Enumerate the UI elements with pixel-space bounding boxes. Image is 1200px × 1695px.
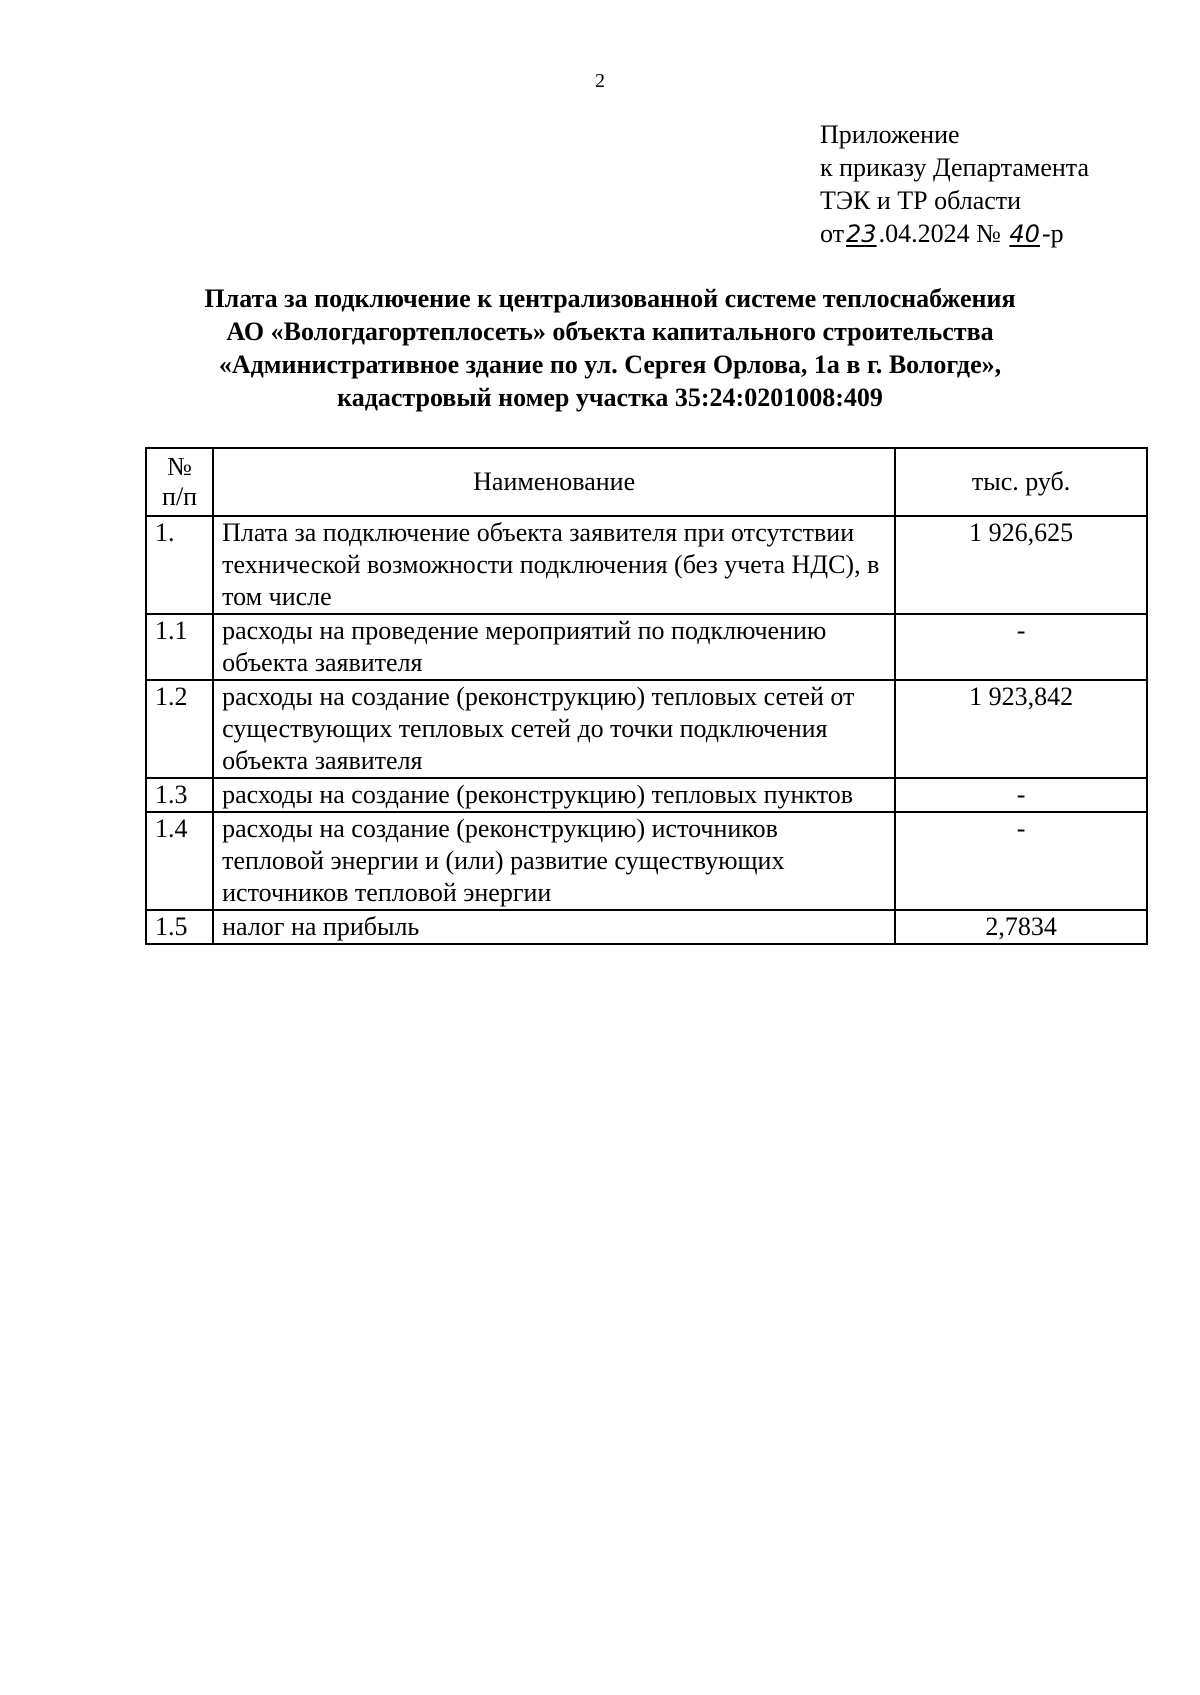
appendix-block — [820, 118, 1089, 251]
table-row — [146, 910, 1147, 944]
date-prefix: от — [820, 219, 845, 248]
row-name: расходы на создание (реконструкцию) источников тепловой энергии и (или) развитие существующих источников тепловой энергии — [213, 812, 895, 910]
page-number: 2 — [595, 70, 605, 92]
title-line-4: кадастровый номер участка 35:24:0201008:409 — [337, 383, 883, 412]
row-name: расходы на проведение мероприятий по подключению объекта заявителя — [213, 614, 895, 680]
document-title — [150, 282, 1070, 414]
row-amount: - — [895, 812, 1147, 910]
row-amount: 1 923,842 — [895, 680, 1147, 778]
row-amount: 1 926,625 — [895, 516, 1147, 614]
row-amount: 2,7834 — [895, 910, 1147, 944]
table-row — [146, 680, 1147, 778]
table-row — [146, 614, 1147, 680]
row-num: 1.3 — [146, 778, 213, 812]
table-row — [146, 778, 1147, 812]
row-amount: - — [895, 614, 1147, 680]
row-name: Плата за подключение объекта заявителя при отсутствии технической возможности подключения (без учета НДС), в том числе — [213, 516, 895, 614]
row-name: расходы на создание (реконструкцию) тепловых пунктов — [213, 778, 895, 812]
row-num: 1.4 — [146, 812, 213, 910]
header-amount: тыс. руб. — [895, 448, 1147, 516]
handwritten-order-number: 40 — [1009, 220, 1040, 248]
appendix-line-1: Приложение — [820, 120, 960, 149]
row-amount: - — [895, 778, 1147, 812]
header-name: Наименование — [213, 448, 895, 516]
row-num: 1.5 — [146, 910, 213, 944]
row-num: 1.2 — [146, 680, 213, 778]
fees-table — [145, 447, 1148, 945]
header-num-line-1: № — [167, 452, 192, 481]
title-line-1: Плата за подключение к централизованной системе теплоснабжения — [204, 284, 1016, 313]
row-name: расходы на создание (реконструкцию) тепловых сетей от существующих тепловых сетей до точки подключения объекта заявителя — [213, 680, 895, 778]
row-num: 1.1 — [146, 614, 213, 680]
table-row — [146, 516, 1147, 614]
header-num-line-2: п/п — [162, 482, 198, 511]
appendix-line-2: к приказу Департамента — [820, 153, 1090, 182]
handwritten-day: 23 — [846, 220, 877, 248]
header-num — [146, 448, 213, 516]
row-name: налог на прибыль — [213, 910, 895, 944]
appendix-line-3: ТЭК и ТР области — [820, 186, 1022, 215]
title-line-2: АО «Вологдагортеплосеть» объекта капитального строительства — [226, 317, 994, 346]
table-header-row — [146, 448, 1147, 516]
date-rest: .04.2024 № — [878, 219, 1001, 248]
table-row — [146, 812, 1147, 910]
title-line-3: «Административное здание по ул. Сергея Орлова, 1а в г. Вологде», — [218, 350, 1002, 379]
row-num: 1. — [146, 516, 213, 614]
order-suffix: -р — [1041, 219, 1064, 248]
appendix-date-line — [820, 217, 1089, 251]
